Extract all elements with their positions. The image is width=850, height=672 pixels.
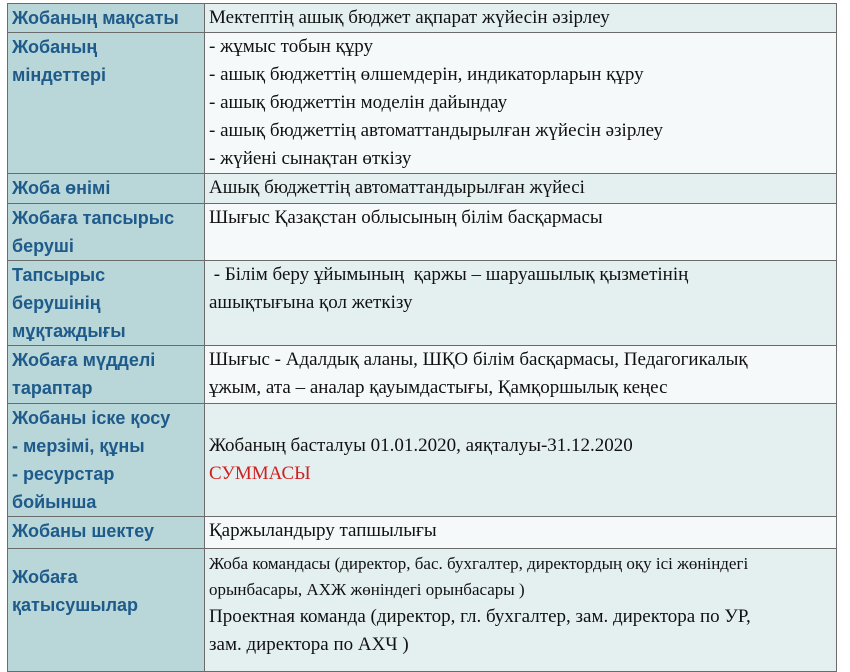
label-customer-text: Жобаға тапсырыс беруші	[12, 208, 175, 256]
product-line: Ашық бюджеттің автоматтандырылған жүйесі	[209, 177, 585, 198]
table-row-limits	[8, 517, 837, 549]
goal-line-1: Мектептің ашық бюджет ақпарат жүйесін әзірлеу	[209, 7, 610, 28]
label-product	[8, 174, 205, 204]
table-row-launch	[8, 404, 837, 517]
limits-line: Қаржыландыру тапшылығы	[209, 520, 437, 541]
label-tasks-text: Жобаның міндеттері	[12, 37, 107, 85]
needs-line-1: - Білім беру ұйымының қаржы – шаруашылық қызметінің	[209, 264, 689, 285]
participants-kz-line-2: орынбасары, АХЖ жөніндегі орынбасары )	[209, 580, 525, 599]
value-customer	[205, 204, 837, 261]
label-goal	[8, 4, 205, 33]
label-goal-text: Жобаның мақсаты	[12, 8, 179, 28]
task-item: - жүйені сынақтан өткізу	[209, 148, 412, 169]
label-launch	[8, 404, 205, 517]
task-item: - ашық бюджеттің автоматтандырылған жүйесін әзірлеу	[209, 120, 664, 141]
table-row-product	[8, 174, 837, 204]
label-stakeholders-text: Жобаға мүдделі тараптар	[12, 350, 156, 398]
label-participants	[8, 549, 205, 672]
value-launch	[205, 404, 837, 517]
label-needs-text: Тапсырыс берушінің мұқтаждығы	[12, 265, 126, 341]
table-row-goal	[8, 4, 837, 33]
value-limits	[205, 517, 837, 549]
table-row-participants	[8, 549, 837, 672]
stakeholders-line-2: ұжым, ата – аналар қауымдастығы, Қамқоршылық кеңес	[209, 377, 668, 398]
value-tasks	[205, 33, 837, 174]
task-item: - жұмыс тобын құру	[209, 36, 374, 57]
needs-line-2: ашықтығына қол жеткізу	[209, 292, 413, 313]
participants-ru-line-1: Проектная команда (директор, гл. бухгалтер, зам. директора по УР,	[209, 606, 751, 627]
value-stakeholders	[205, 346, 837, 404]
participants-ru-line-2: зам. директора по АХЧ )	[209, 634, 409, 655]
project-passport-table	[7, 3, 837, 672]
customer-line: Шығыс Қазақстан облысының білім басқармасы	[209, 207, 603, 228]
label-stakeholders	[8, 346, 205, 404]
label-launch-text: Жобаны іске қосу - мерзімі, құны - ресурстар бойынша	[12, 408, 171, 512]
stakeholders-line-1: Шығыс - Адалдық аланы, ШҚО білім басқармасы, Педагогикалық	[209, 349, 748, 370]
table-row-customer	[8, 204, 837, 261]
table-row-stakeholders	[8, 346, 837, 404]
label-limits-text: Жобаны шектеу	[12, 521, 155, 541]
amount-highlight: СУММАСЫ	[209, 463, 311, 484]
table-row-needs	[8, 261, 837, 346]
launch-dates: Жобаның басталуы 01.01.2020, аяқталуы-31.12.2020	[209, 435, 633, 456]
value-goal	[205, 4, 837, 33]
table-row-tasks	[8, 33, 837, 174]
value-participants	[205, 549, 837, 672]
label-needs	[8, 261, 205, 346]
value-needs	[205, 261, 837, 346]
task-item: - ашық бюджеттің өлшемдерін, индикаторларын құру	[209, 64, 644, 85]
label-product-text: Жоба өнімі	[12, 178, 111, 198]
label-participants-text: Жобаға қатысушылар	[12, 567, 139, 615]
participants-kz-line-1: Жоба командасы (директор, бас. бухгалтер, директордың оқу ісі жөніндегі	[209, 554, 749, 573]
task-item: - ашық бюджеттін моделін дайындау	[209, 92, 508, 113]
value-product	[205, 174, 837, 204]
label-customer	[8, 204, 205, 261]
label-tasks	[8, 33, 205, 174]
label-limits	[8, 517, 205, 549]
